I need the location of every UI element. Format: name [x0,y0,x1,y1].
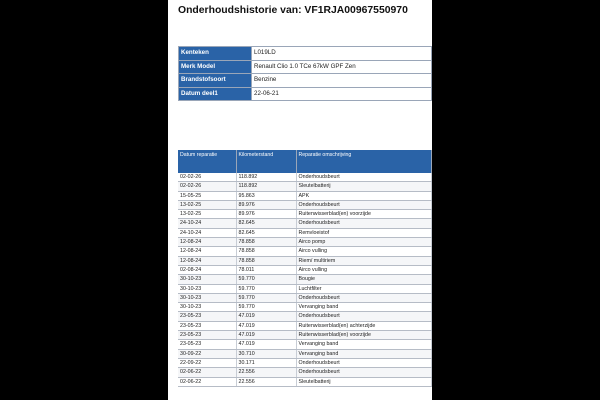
table-row [178,293,432,302]
mileage-cell: 47.019 [236,321,296,330]
table-row [178,368,432,377]
table-row [178,349,432,358]
repair-date-cell: 15-05-25 [178,191,236,200]
table-row [178,173,432,182]
repair-description-cell: Vervanging band [296,349,432,358]
table-row [178,210,432,219]
vehicle-info-label: Brandstofsoort [179,74,252,88]
column-header-date: Datum reparatie [178,150,236,173]
table-row [178,358,432,367]
repair-date-cell: 12-08-24 [178,238,236,247]
repair-description-cell: Onderhoudsbeurt [296,312,432,321]
repair-description-cell: Vervanging band [296,303,432,312]
repair-date-cell: 22-09-22 [178,358,236,367]
table-row [178,256,432,265]
table-row [178,321,432,330]
repair-date-cell: 23-05-23 [178,331,236,340]
mileage-cell: 30.171 [236,358,296,367]
table-row [178,247,432,256]
vehicle-info-label: Datum deel1 [179,87,252,101]
repair-description-cell: Onderhoudsbeurt [296,173,432,182]
document-page [168,0,432,400]
repair-date-cell: 23-05-23 [178,321,236,330]
repair-description-cell: Ruitenwisserblad(en) voorzijde [296,210,432,219]
mileage-cell: 78.858 [236,247,296,256]
maintenance-history-table [178,150,432,387]
mileage-cell: 89.976 [236,210,296,219]
mileage-cell: 22.556 [236,377,296,386]
repair-date-cell: 30-10-23 [178,303,236,312]
repair-date-cell: 13-02-25 [178,200,236,209]
mileage-cell: 59.770 [236,303,296,312]
table-row [178,265,432,274]
mileage-cell: 118.892 [236,173,296,182]
repair-description-cell: Airco vulling [296,247,432,256]
mileage-cell: 95.863 [236,191,296,200]
mileage-cell: 78.858 [236,238,296,247]
repair-date-cell: 02-06-22 [178,368,236,377]
table-row [178,377,432,386]
column-header-mileage: Kilometerstand [236,150,296,173]
repair-date-cell: 02-06-22 [178,377,236,386]
mileage-cell: 82.645 [236,219,296,228]
repair-description-cell: Remvloeistof [296,228,432,237]
table-row [178,312,432,321]
table-row [178,340,432,349]
repair-description-cell: Onderhoudsbeurt [296,358,432,367]
repair-date-cell: 02-08-24 [178,265,236,274]
table-row [178,219,432,228]
mileage-cell: 78.858 [236,256,296,265]
repair-date-cell: 23-05-23 [178,340,236,349]
column-header-description: Reparatie omschrijving [296,150,432,173]
table-row [178,228,432,237]
mileage-cell: 78.011 [236,265,296,274]
table-row [178,238,432,247]
repair-date-cell: 30-10-23 [178,275,236,284]
table-row [178,200,432,209]
table-row [178,275,432,284]
table-row [178,331,432,340]
mileage-cell: 89.976 [236,200,296,209]
mileage-cell: 118.892 [236,182,296,191]
vehicle-info-row [179,74,432,88]
repair-date-cell: 13-02-25 [178,210,236,219]
mileage-cell: 59.770 [236,293,296,302]
repair-description-cell: Sleutelbatterij [296,182,432,191]
repair-description-cell: Ruitenwisserblad(en) achterzijde [296,321,432,330]
repair-description-cell: Bougie [296,275,432,284]
vehicle-info-label: Merk Model [179,60,252,74]
table-row [178,191,432,200]
page-title: Onderhoudshistorie van: VF1RJA00967550970 [178,5,408,16]
mileage-cell: 22.556 [236,368,296,377]
vehicle-info-row [179,60,432,74]
vehicle-info-value: L019LD [252,47,432,61]
repair-description-cell: Luchtfilter [296,284,432,293]
repair-description-cell: Riem/ multiriem [296,256,432,265]
repair-description-cell: Onderhoudsbeurt [296,200,432,209]
mileage-cell: 47.019 [236,340,296,349]
vehicle-info-value: Renault Clio 1.0 TCe 67kW GPF Zen [252,60,432,74]
repair-description-cell: Airco pomp [296,238,432,247]
repair-date-cell: 30-10-23 [178,284,236,293]
mileage-cell: 30.710 [236,349,296,358]
table-header-row [178,150,432,173]
table-row [178,182,432,191]
repair-date-cell: 30-10-23 [178,293,236,302]
table-row [178,284,432,293]
vehicle-info-label: Kenteken [179,47,252,61]
vehicle-info-table [178,46,432,101]
repair-description-cell: Onderhoudsbeurt [296,368,432,377]
mileage-cell: 59.770 [236,284,296,293]
vehicle-info-value: Benzine [252,74,432,88]
table-row [178,303,432,312]
repair-date-cell: 02-02-26 [178,173,236,182]
repair-description-cell: Sleutelbatterij [296,377,432,386]
mileage-cell: 47.019 [236,312,296,321]
repair-description-cell: Onderhoudsbeurt [296,293,432,302]
repair-date-cell: 23-05-23 [178,312,236,321]
repair-description-cell: Ruitenwisserblad(en) voorzijde [296,331,432,340]
repair-date-cell: 12-08-24 [178,247,236,256]
vehicle-info-row [179,87,432,101]
repair-description-cell: Vervanging band [296,340,432,349]
repair-description-cell: Onderhoudsbeurt [296,219,432,228]
vehicle-info-row [179,47,432,61]
mileage-cell: 47.019 [236,331,296,340]
mileage-cell: 82.645 [236,228,296,237]
repair-date-cell: 02-02-26 [178,182,236,191]
repair-date-cell: 24-10-24 [178,219,236,228]
repair-date-cell: 30-09-22 [178,349,236,358]
mileage-cell: 59.770 [236,275,296,284]
repair-date-cell: 12-08-24 [178,256,236,265]
repair-description-cell: APK [296,191,432,200]
repair-date-cell: 24-10-24 [178,228,236,237]
repair-description-cell: Airco vulling [296,265,432,274]
vehicle-info-value: 22-06-21 [252,87,432,101]
